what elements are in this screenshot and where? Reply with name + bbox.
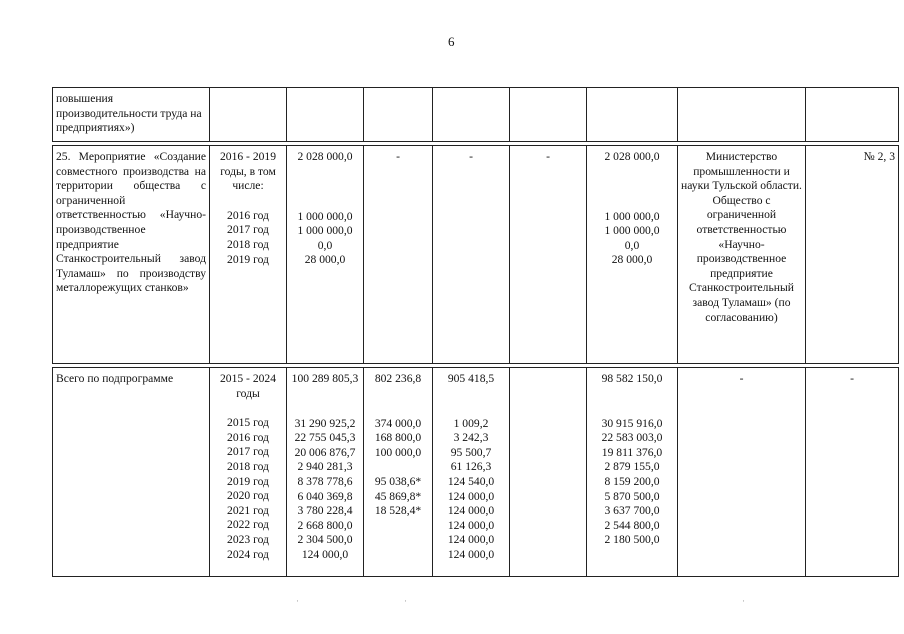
cell-local <box>510 146 587 364</box>
cell-total <box>287 368 364 577</box>
cell-indicator <box>806 368 899 577</box>
other-value: 3 637 700,0 <box>604 504 660 518</box>
activity-text: повышения производительности труда на предприятиях») <box>56 92 202 135</box>
cell-regional <box>433 368 510 577</box>
year-label: 2024 год <box>227 547 269 561</box>
other-value: 2 879 155,0 <box>604 460 660 474</box>
other-value: 2 180 500,0 <box>604 533 660 547</box>
total-value: 22 755 045,3 <box>294 431 356 445</box>
activity-text: Всего по подпрограмме <box>56 372 174 385</box>
other-value: 28 000,0 <box>611 253 653 267</box>
other-value: 19 811 376,0 <box>601 445 663 459</box>
cell-indicator <box>806 146 899 364</box>
regional-value: 124 000,0 <box>447 547 495 561</box>
federal-value: 18 528,4* <box>374 504 422 518</box>
other-value: 0,0 <box>624 238 640 252</box>
total-head: 2 028 000,0 <box>297 150 353 163</box>
scan-speck: · <box>742 596 745 606</box>
regional-value: 3 242,3 <box>453 431 489 445</box>
other-value: 1 000 000,0 <box>604 209 660 223</box>
cell-total <box>287 146 364 364</box>
total-value: 0,0 <box>317 238 333 252</box>
cell-executor <box>678 146 806 364</box>
cell-empty <box>806 88 899 142</box>
other-value: 1 000 000,0 <box>604 224 660 238</box>
total-value: 1 000 000,0 <box>297 224 353 238</box>
total-value: 8 378 778,6 <box>297 474 353 488</box>
period-head: 2015 - 2024 годы <box>219 372 277 400</box>
cell-empty <box>510 88 587 142</box>
federal-head: 802 236,8 <box>374 372 422 385</box>
indicator-text: № 2, 3 <box>863 150 895 163</box>
indicator-text: - <box>850 372 854 385</box>
cell-period <box>210 368 287 577</box>
regional-value: 124 000,0 <box>447 504 495 518</box>
federal-value: - <box>396 150 400 163</box>
total-value: 31 290 925,2 <box>294 416 356 430</box>
other-value: 5 870 500,0 <box>604 489 660 503</box>
cell-empty <box>210 88 287 142</box>
regional-value: 124 000,0 <box>447 533 495 547</box>
year-label: 2018 год <box>227 237 269 251</box>
cell-activity <box>53 88 210 142</box>
year-label: 2023 год <box>227 532 269 546</box>
local-value: - <box>546 150 550 163</box>
table-row-continuation <box>53 88 899 142</box>
cell-activity <box>53 368 210 577</box>
activity-text: 25. Мероприятие «Создание совместного производства на территории общества с ограниченной ответственностью «Научно-производственное предприятие Станкостроительный завод Туламаш» по производству металлорежущих станков» <box>56 150 206 295</box>
cell-period <box>210 146 287 364</box>
regional-value: 1 009,2 <box>453 416 489 430</box>
federal-value: 374 000,0 <box>374 416 422 430</box>
regional-head: 905 418,5 <box>447 372 495 385</box>
cell-empty <box>287 88 364 142</box>
year-label: 2016 год <box>227 208 269 222</box>
subprogram-table <box>52 87 899 577</box>
year-label: 2016 год <box>227 430 269 444</box>
federal-value: 168 800,0 <box>374 431 422 445</box>
cell-regional <box>433 146 510 364</box>
total-value: 3 780 228,4 <box>297 504 353 518</box>
other-head: 98 582 150,0 <box>601 372 663 385</box>
year-label: 2018 год <box>227 459 269 473</box>
year-label: 2019 год <box>227 474 269 488</box>
total-value: 28 000,0 <box>304 253 346 267</box>
cell-other <box>587 368 678 577</box>
cell-empty <box>587 88 678 142</box>
regional-value: 124 000,0 <box>447 489 495 503</box>
page-number: 6 <box>448 34 455 49</box>
year-label: 2020 год <box>227 489 269 503</box>
federal-value-empty <box>367 460 429 475</box>
total-value: 124 000,0 <box>301 547 349 561</box>
regional-value: 124 540,0 <box>447 474 495 488</box>
total-value: 2 668 800,0 <box>297 518 353 532</box>
cell-local <box>510 368 587 577</box>
total-value: 6 040 369,8 <box>297 489 353 503</box>
regional-value: - <box>469 150 473 163</box>
other-value: 2 544 800,0 <box>604 518 660 532</box>
total-head: 100 289 805,3 <box>291 372 359 385</box>
table-row-activity-25 <box>53 146 899 364</box>
executor-text: - <box>739 372 744 385</box>
scan-speck: · <box>296 596 299 606</box>
federal-value: 95 038,6* <box>374 474 422 488</box>
year-label: 2019 год <box>227 252 269 266</box>
table-row-total <box>53 368 899 577</box>
other-head: 2 028 000,0 <box>604 150 660 163</box>
year-label: 2015 год <box>227 416 269 430</box>
year-label: 2017 год <box>227 445 269 459</box>
cell-other <box>587 146 678 364</box>
cell-activity <box>53 146 210 364</box>
year-label: 2022 год <box>227 518 269 532</box>
period-head: 2016 - 2019 годы, в том числе: <box>219 150 277 193</box>
cell-empty <box>678 88 806 142</box>
total-value: 20 006 876,7 <box>294 445 356 459</box>
regional-value: 124 000,0 <box>447 518 495 532</box>
other-value: 22 583 003,0 <box>601 431 663 445</box>
cell-federal <box>364 146 433 364</box>
regional-value: 95 500,7 <box>450 445 492 459</box>
other-value: 30 915 916,0 <box>601 416 663 430</box>
regional-value: 61 126,3 <box>450 460 492 474</box>
cell-empty <box>364 88 433 142</box>
executor-text: Министерство промышленности и науки Тульской области. Общество с ограниченной ответственностью «Научно-производственное предприятие Станкостроительный завод Туламаш» (по согласованию) <box>681 150 802 324</box>
total-value: 2 304 500,0 <box>297 533 353 547</box>
total-value: 2 940 281,3 <box>297 460 353 474</box>
other-value: 8 159 200,0 <box>604 474 660 488</box>
scan-speck: · <box>404 596 407 606</box>
cell-federal <box>364 368 433 577</box>
year-label: 2017 год <box>227 223 269 237</box>
total-value: 1 000 000,0 <box>297 209 353 223</box>
cell-empty <box>433 88 510 142</box>
cell-executor <box>678 368 806 577</box>
year-label: 2021 год <box>227 503 269 517</box>
federal-value: 100 000,0 <box>374 445 422 459</box>
federal-value: 45 869,8* <box>374 489 422 503</box>
